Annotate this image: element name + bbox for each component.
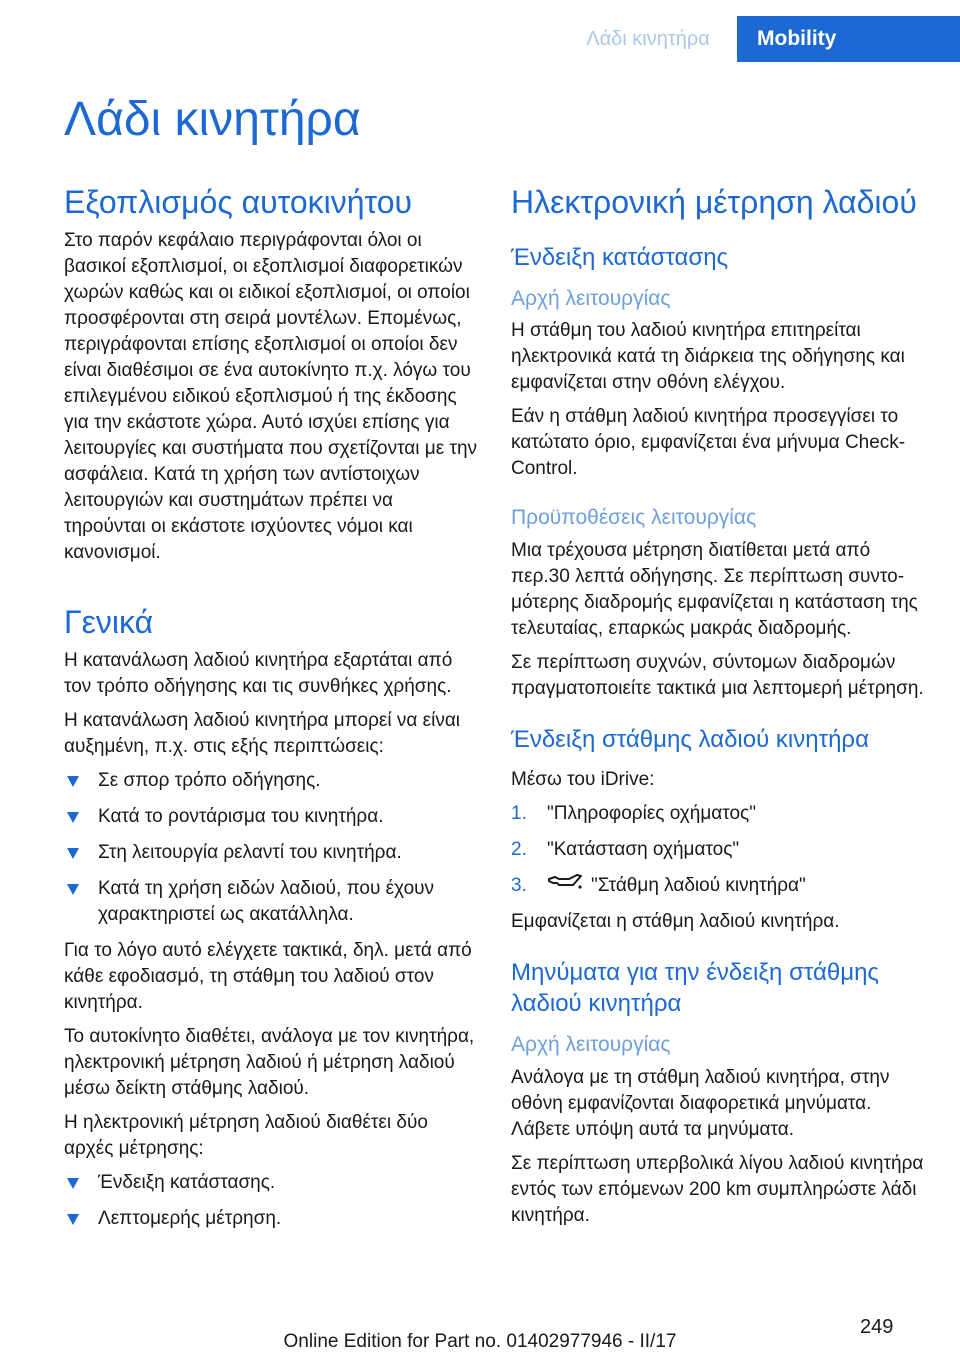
- equipment-heading: Εξοπλισμός αυτοκινήτου: [64, 184, 413, 220]
- left-column: [64, 182, 478, 1242]
- messages-paragraph-1: Ανάλογα με τη στάθμη λαδιού κινητήρα, στην οθόνη εμφανίζονται διαφορετικά μηνύματα. Λάβετε υπόψη αυτά τα μηνύματα.: [511, 1066, 890, 1140]
- general-paragraph-3: Για το λόγο αυτό ελέγχετε τακτικά, δηλ. μετά από κάθε εφοδιασμό, τη στάθμη του λαδιού στον κινητήρα.: [64, 940, 472, 1013]
- status-display-heading: Ένδειξη κατάστασης: [511, 244, 729, 271]
- list-item: 3. "Στάθμη λαδιού κινητήρα": [511, 873, 925, 899]
- general-paragraph-5: Η ηλεκτρονική μέτρηση λαδιού διαθέτει δύο αρχές μέτρησης:: [64, 1112, 428, 1159]
- status-prereq-paragraph-1: Μια τρέχουσα μέτρηση διατίθεται μετά από περ.30 λεπτά οδήγησης. Σε περίπτωση συντομότερης διαδρομής εμφανίζεται η κατάσταση της τελευταίας, επαρκώς μακράς διαδρομής.: [511, 539, 918, 639]
- status-principle-paragraph-2: Εάν η στάθμη λαδιού κινητήρα προσεγγίσει το κατώτατο όριο, εμφανίζεται ένα μήνυμα Check-Control.: [511, 406, 906, 480]
- status-principle-heading: Αρχή λειτουργίας: [511, 287, 671, 311]
- general-heading: Γενικά: [64, 604, 154, 640]
- idrive-steps-list: [511, 801, 925, 899]
- list-item: 2. "Κατάσταση οχήματος": [511, 838, 740, 860]
- status-prereq-heading: Προϋποθέσεις λειτουργίας: [511, 506, 757, 530]
- triangle-bullet-icon: [67, 884, 79, 895]
- oil-can-icon: [547, 873, 583, 899]
- triangle-bullet-icon: [67, 848, 79, 859]
- right-column: [511, 182, 925, 1237]
- general-paragraph-1: Η κατανάλωση λαδιού κινητήρα εξαρτάται από τον τρόπο οδήγησης και τις συνθήκες χρήσης.: [64, 650, 453, 697]
- measurement-principles-list: [64, 1170, 478, 1232]
- level-display-result: Εμφανίζεται η στάθμη λαδιού κινητήρα.: [511, 910, 840, 932]
- messages-principle-heading: Αρχή λειτουργίας: [511, 1033, 671, 1057]
- edition-footer: Online Edition for Part no. 01402977946 - II/17: [283, 1331, 677, 1352]
- page-number: 249: [860, 1316, 894, 1338]
- consumption-cases-list: [64, 768, 478, 928]
- list-item: Κατά το ροντάρισμα του κινητήρα.: [64, 804, 478, 830]
- status-principle-paragraph-1: Η στάθμη του λαδιού κινητήρα επιτηρείται ηλεκτρονικά κατά τη διάρκεια της οδήγησης και εμφανίζεται στην οθόνη ελέγχου.: [511, 320, 905, 394]
- list-item: Σε σπορ τρόπο οδήγησης.: [64, 768, 478, 794]
- list-item: Στη λειτουργία ρελαντί του κινητήρα.: [64, 840, 478, 866]
- list-item: Κατά τη χρήση ειδών λαδιού, που έχουν χαρακτηριστεί ως ακατάλληλα.: [64, 876, 478, 928]
- level-display-heading: Ένδειξη στάθμης λαδιού κινητήρα: [511, 725, 869, 753]
- equipment-text: Στο παρόν κεφάλαιο περιγράφονται όλοι οι βασικοί εξοπλισμοί, οι εξοπλισμοί διαφορετικών χωρών καθώς και οι ειδικοί εξοπλισμοί, οι οποίοι προσφέρονται στη σειρά μοντέλων. Επομένως, περιγράφονται επίσης εξοπλισμοί οι οποίοι δεν είναι διαθέσιμοι σε ένα αυτοκίνητο π.χ. λόγω του επιλεγμένου ειδικού εξοπλισμού ή της έκδοσης για την εκάστοτε χώρα. Αυτό ισχύει επίσης για λειτουργίες και συστήματα που σχετίζονται με την ασφάλεια. Κατά τη χρήση των αντίστοιχων λειτουργιών και συστημάτων πρέπει να τηρούνται οι εκάστοτε ισχύοντες νόμοι και κανονισμοί.: [64, 230, 478, 563]
- general-paragraph-2: Η κατανάλωση λαδιού κινητήρα μπορεί να είναι αυξημένη, π.χ. στις εξής περιπτώσεις:: [64, 710, 461, 757]
- triangle-bullet-icon: [67, 776, 79, 787]
- electronic-measurement-heading: Ηλεκτρονική μέτρηση λαδιού: [511, 184, 917, 220]
- header-section-label: Λάδι κινητήρα: [586, 27, 710, 50]
- triangle-bullet-icon: [67, 812, 79, 823]
- general-paragraph-4: Το αυτοκίνητο διαθέτει, ανάλογα με τον κινητήρα, ηλεκτρονική μέτρηση λαδιού ή μέτρηση λαδιού μέσω δείκτη στάθμης λαδιού.: [64, 1026, 475, 1099]
- messages-heading: Μηνύματα για την ένδειξη στάθμης λαδιού κινητήρα: [511, 958, 879, 1018]
- list-item: Λεπτομερής μέτρηση.: [64, 1206, 478, 1232]
- page-title: Λάδι κινητήρα: [64, 93, 361, 146]
- list-item: Ένδειξη κατάστασης.: [64, 1170, 478, 1196]
- messages-paragraph-2: Σε περίπτωση υπερβολικά λίγου λαδιού κινητήρα εντός των επόμενων 200 km συμπληρώστε λάδι κινητήρα.: [511, 1152, 924, 1226]
- status-prereq-paragraph-2: Σε περίπτωση συχνών, σύντομων διαδρομών πραγματοποιείτε τακτικά μια λεπτομερή μέτρηση.: [511, 651, 924, 699]
- level-display-intro: Μέσω του iDrive:: [511, 768, 655, 790]
- list-item: 1. "Πληροφορίες οχήματος": [511, 802, 756, 824]
- triangle-bullet-icon: [67, 1214, 79, 1225]
- header-chapter-tab: Mobility: [737, 16, 960, 62]
- triangle-bullet-icon: [67, 1178, 79, 1189]
